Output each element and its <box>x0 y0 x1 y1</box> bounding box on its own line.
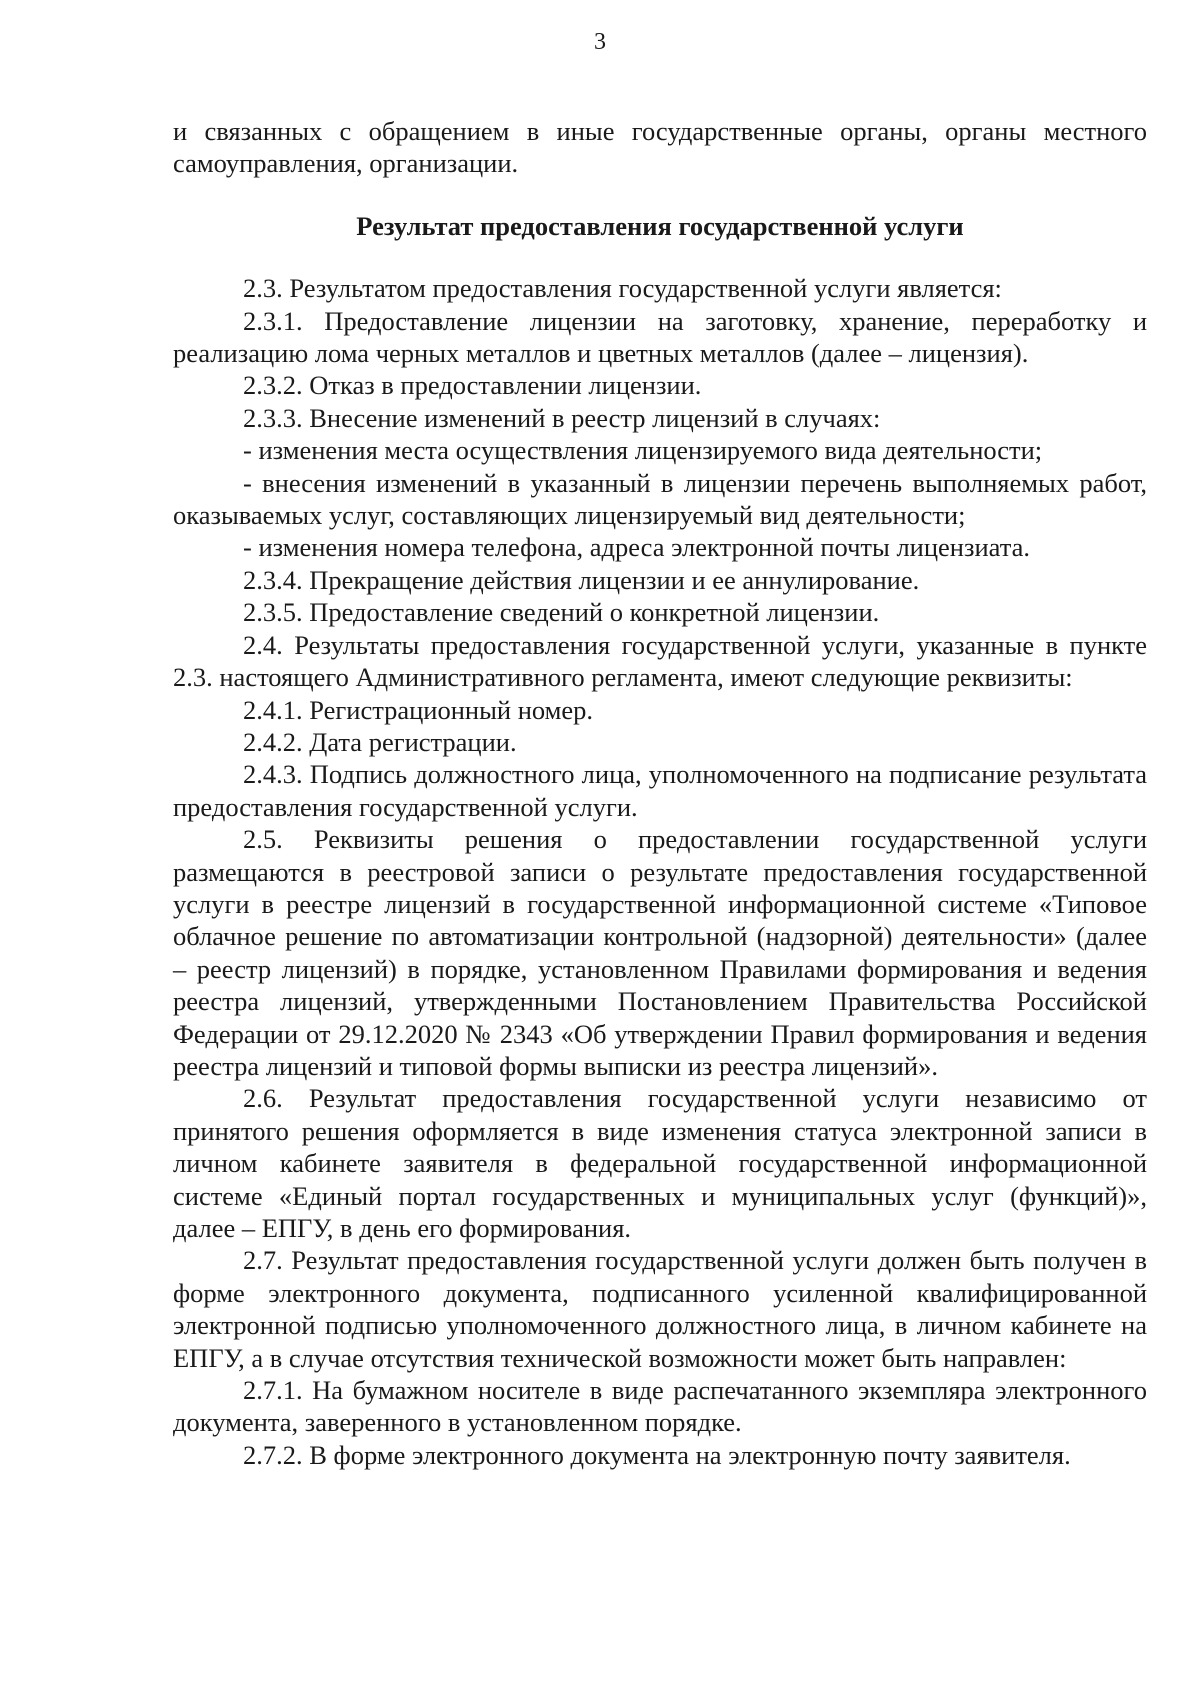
paragraph-2-3-5: 2.3.5. Предоставление сведений о конкретной лицензии. <box>243 597 880 628</box>
paragraph-2-3: 2.3. Результатом предоставления государственной услуги является: <box>243 273 1002 304</box>
list-item-change-location: - изменения места осуществления лицензируемого вида деятельности; <box>243 435 1043 466</box>
paragraph-2-7-2: 2.7.2. В форме электронного документа на электронную почту заявителя. <box>243 1439 1071 1470</box>
paragraph-2-7: 2.7. Результат предоставления государственной услуги должен быть получен в форме электронного документа, подписанного усиленной квалифицированной электронной подписью уполномоченного должностного лица, в личном кабинете на ЕПГУ, а в случае отсутствия технической возможности может быть направлен: <box>173 1245 1147 1373</box>
paragraph-2-4-3: 2.4.3. Подпись должностного лица, уполномоченного на подписание результата предоставления государственной услуги. <box>173 759 1147 822</box>
paragraph-2-6: 2.6. Результат предоставления государственной услуги независимо от принятого решения оформляется в виде изменения статуса электронной записи в личном кабинете заявителя в федеральной государственной информационной системе «Единый портал государственных и муниципальных услуг (функций)», далее – ЕПГУ, в день его формирования. <box>173 1083 1147 1243</box>
paragraph-2-3-3: 2.3.3. Внесение изменений в реестр лицензий в случаях: <box>243 402 881 433</box>
paragraph-2-3-2: 2.3.2. Отказ в предоставлении лицензии. <box>243 370 702 401</box>
page-number: 3 <box>594 29 606 55</box>
paragraph-2-3-4: 2.3.4. Прекращение действия лицензии и ее аннулирование. <box>243 564 920 595</box>
list-item-change-contacts: - изменения номера телефона, адреса электронной почты лицензиата. <box>243 532 1030 563</box>
paragraph-2-4-1: 2.4.1. Регистрационный номер. <box>243 694 594 725</box>
list-item-change-works: - внесения изменений в указанный в лицензии перечень выполняемых работ, оказываемых услуг, составляющих лицензируемый вид деятельности; <box>173 467 1147 531</box>
paragraph-2-3-1: 2.3.1. Предоставление лицензии на заготовку, хранение, переработку и реализацию лома черных металлов и цветных металлов (далее – лицензия). <box>173 305 1147 369</box>
section-heading: Результат предоставления государственной услуги <box>356 210 964 241</box>
paragraph-2-4-2: 2.4.2. Дата регистрации. <box>243 726 517 757</box>
intro-paragraph: и связанных с обращением в иные государственные органы, органы местного самоуправления, организации. <box>173 116 1147 179</box>
paragraph-2-5: 2.5. Реквизиты решения о предоставлении государственной услуги размещаются в реестровой записи о результате предоставления государственной услуги в реестре лицензий в государственной информационной системе «Типовое облачное решение по автоматизации контрольной (надзорной) деятельности» (далее – реестр лицензий) в порядке, установленном Правилами формирования и ведения реестра лицензий, утвержденными Постановлением Правительства Российской Федерации от 29.12.2020 № 2343 «Об утверждении Правил формирования и ведения реестра лицензий и типовой формы выписки из реестра лицензий». <box>173 824 1147 1081</box>
paragraph-2-4: 2.4. Результаты предоставления государственной услуги, указанные в пункте 2.3. настоящего Административного регламента, имеют следующие реквизиты: <box>173 629 1147 693</box>
document-body <box>173 115 1147 1471</box>
paragraph-2-7-1: 2.7.1. На бумажном носителе в виде распечатанного экземпляра электронного документа, заверенного в установленном порядке. <box>173 1375 1147 1438</box>
